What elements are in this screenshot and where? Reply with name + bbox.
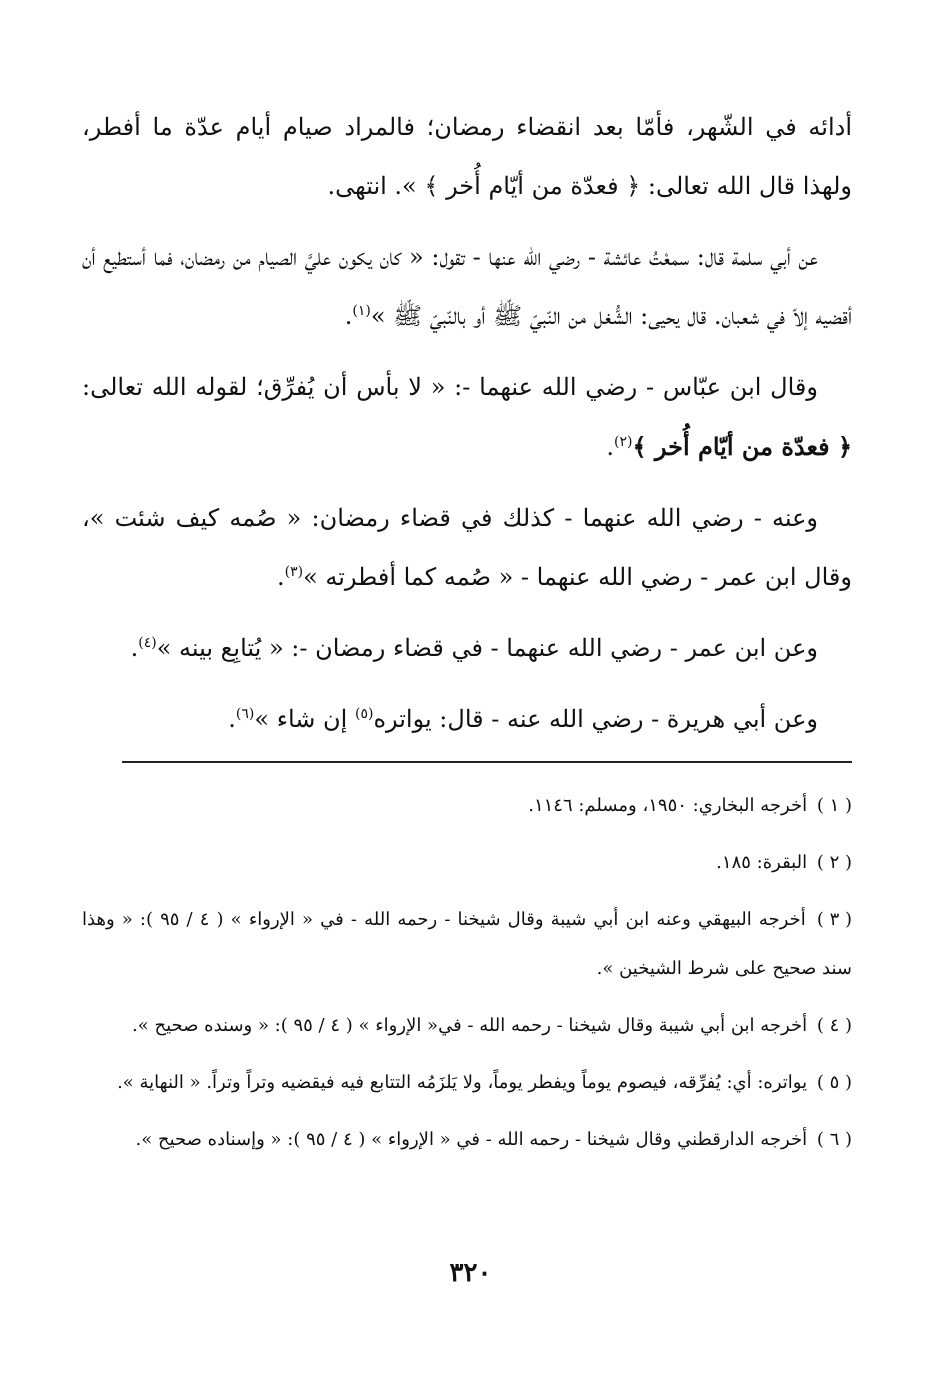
footnote-3	[82, 895, 852, 993]
footnote-4	[82, 1001, 852, 1050]
paragraph-6-text-b: إن شاء »	[254, 705, 348, 733]
paragraph-4: وعنه - رضي الله عنهما - كذلك في قضاء رمضان: « صُمه كيف شئت »، وقال ابن عمر - رضي الله عنهما - « صُمه كما أفطرته »$^{(٣)}$.	[82, 504, 852, 591]
footnote-2	[82, 838, 852, 887]
footnote-number: ( ١ )	[816, 795, 852, 816]
footnote-6	[82, 1115, 852, 1164]
footnotes	[82, 781, 852, 1164]
footnote-ref-1[interactable]: (١)	[352, 303, 371, 319]
footnote-text: أخرجه البيهقي وعنه ابن أبي شيبة وقال شيخنا - رحمه الله - في « الإرواء » ( ٤ / ٩٥ ): « وهذا سند صحيح على شرط الشيخين ».	[82, 909, 852, 979]
footnote-number: ( ٣ )	[816, 909, 852, 930]
footnote-number: ( ٦ )	[816, 1129, 852, 1150]
footnote-text: أخرجه ابن أبي شيبة وقال شيخنا - رحمه الله - في« الإرواء » ( ٤ / ٩٥ ): « وسنده صحيح ».	[132, 1015, 808, 1036]
footnote-ref-2[interactable]: (٢)	[614, 434, 633, 450]
paragraph-2: عن أبي سلمة قال: سمعْتُ عائشة - رضي الله عنها - تقول: « كان يكون عليَّ الصيام من رمضان، فما أستطيع أن أقضيه إلاّ في شعبان. قال يحيى: الشُّغل من النّبيّ ﷺ أو بالنّبيّ ﷺ »$^{(١)}$.	[82, 243, 852, 330]
footnote-number: ( ٢ )	[816, 852, 852, 873]
paragraph-3-text: وقال ابن عبّاس - رضي الله عنهما -: « لا بأس أن يُفرِّق؛ لقوله الله تعالى:	[82, 373, 818, 401]
paragraph-5: وعن ابن عمر - رضي الله عنهما - في قضاء رمضان -: « يُتابِع بينه »$^{(٤)}$.	[130, 634, 818, 662]
footnote-ref-5[interactable]: (٥)	[354, 706, 374, 722]
page-number: ٣٢٠	[449, 1258, 492, 1288]
footnote-number: ( ٥ )	[816, 1072, 852, 1093]
footnote-text: أخرجه الدارقطني وقال شيخنا - رحمه الله - في « الإرواء » ( ٤ / ٩٥ ): « وإسناده صحيح ».	[135, 1129, 808, 1150]
footnote-ref-3[interactable]: (٣)	[284, 564, 304, 580]
paragraph-1	[82, 98, 852, 216]
footnote-ref-6[interactable]: (٦)	[235, 706, 255, 722]
paragraph-2-text: عن أبي سلمة قال: سمعْتُ عائشة - رضي الله عنها - تقول: « كان يكون عليَّ الصيام من رمضان، فما أستطيع أن أقضيه إلاّ في شعبان. قال يحيى: الشُّغل من النّبيّ ﷺ أو بالنّبيّ ﷺ »	[82, 243, 852, 330]
paragraph-1-text: أدائه في الشّهر، فأمّا بعد انقضاء رمضان؛ فالمراد صيام أيام عدّة ما أفطر، ولهذا قال الله تعالى: ﴿ فعدّة من أيّام أُخر ﴾ ». انتهى.	[82, 113, 852, 200]
footnote-text: أخرجه البخاري: ١٩٥٠، ومسلم: ١١٤٦.	[528, 795, 808, 816]
footnote-text: البقرة: ١٨٥.	[716, 852, 808, 873]
quran-verse: ﴿ فعدّة من أيّام أُخر ﴾	[632, 432, 852, 461]
paragraph-5-text: وعن ابن عمر - رضي الله عنهما - في قضاء رمضان -: « يُتابِع بينه »	[156, 634, 818, 662]
page-body	[82, 98, 852, 1172]
footnote-1	[82, 781, 852, 830]
paragraph-6-text-a: وعن أبي هريرة - رضي الله عنه - قال: يواتره	[373, 705, 818, 733]
footnote-ref-4[interactable]: (٤)	[138, 635, 157, 651]
footnote-text: يواتره: أي: يُفرِّقه، فيصوم يوماً ويفطر يوماً، ولا يَلزَمُه التتابع فيه فيقضيه وتراً وتراً. « النهاية ».	[117, 1072, 808, 1093]
footnote-divider	[122, 761, 852, 763]
paragraph-3: وقال ابن عبّاس - رضي الله عنهما -: « لا بأس أن يُفرِّق؛ لقوله الله تعالى: ﴿ فعدّة من أيّام أُخر ﴾$^{(٢)}$.	[82, 373, 852, 461]
paragraph-6: وعن أبي هريرة - رضي الله عنه - قال: يواتره$^{(٥)}$ إن شاء »$^{(٦)}$.	[228, 705, 818, 733]
footnote-number: ( ٤ )	[816, 1015, 852, 1036]
footnote-5	[82, 1058, 852, 1107]
paragraph-4-text: وعنه - رضي الله عنهما - كذلك في قضاء رمضان: « صُمه كيف شئت »، وقال ابن عمر - رضي الله عنهما - « صُمه كما أفطرته »	[82, 504, 852, 591]
